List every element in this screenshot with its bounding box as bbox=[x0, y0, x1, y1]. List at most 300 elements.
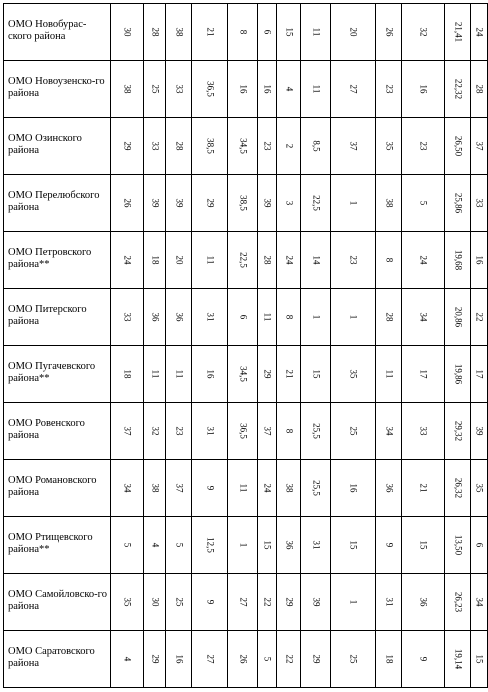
value-text: 20,86 bbox=[453, 306, 463, 328]
value-cell bbox=[376, 346, 402, 403]
value-text: 31 bbox=[311, 540, 321, 550]
value-text: 38 bbox=[384, 198, 394, 208]
value-cell bbox=[228, 631, 258, 688]
value-cell bbox=[445, 403, 471, 460]
value-cell bbox=[228, 61, 258, 118]
table-row bbox=[4, 346, 488, 403]
value-cell bbox=[144, 403, 166, 460]
value-text: 39 bbox=[474, 426, 485, 436]
value-text: 37 bbox=[174, 483, 184, 493]
value-text: 36 bbox=[174, 312, 184, 322]
value-text: 11 bbox=[384, 369, 394, 379]
value-cell bbox=[277, 232, 301, 289]
value-cell bbox=[402, 232, 445, 289]
value-text: 33 bbox=[150, 141, 160, 151]
value-cell bbox=[277, 574, 301, 631]
value-cell bbox=[402, 61, 445, 118]
value-text: 26,50 bbox=[453, 135, 463, 157]
district-name-cell: ОМО Романовского района bbox=[4, 460, 111, 517]
value-cell bbox=[192, 118, 228, 175]
value-cell bbox=[376, 460, 402, 517]
value-cell bbox=[111, 346, 144, 403]
value-cell bbox=[331, 346, 376, 403]
value-text: 29 bbox=[205, 198, 215, 208]
value-text: 35 bbox=[122, 597, 133, 607]
value-cell bbox=[402, 574, 445, 631]
value-cell bbox=[111, 574, 144, 631]
value-text: 20 bbox=[348, 27, 359, 37]
value-cell bbox=[192, 61, 228, 118]
value-cell bbox=[471, 403, 488, 460]
value-text: 34 bbox=[418, 312, 429, 322]
value-text: 36 bbox=[384, 483, 394, 493]
value-cell bbox=[192, 4, 228, 61]
value-cell bbox=[258, 118, 277, 175]
value-text: 26 bbox=[384, 27, 394, 37]
value-text: 16 bbox=[174, 654, 184, 664]
value-text: 4 bbox=[150, 542, 160, 548]
value-text: 22 bbox=[474, 312, 485, 322]
value-cell bbox=[258, 460, 277, 517]
value-text: 26 bbox=[238, 654, 248, 664]
value-text: 21 bbox=[284, 369, 294, 379]
value-text: 34 bbox=[474, 597, 485, 607]
value-cell bbox=[192, 460, 228, 517]
value-cell bbox=[111, 517, 144, 574]
value-cell bbox=[376, 4, 402, 61]
value-cell bbox=[331, 4, 376, 61]
value-text: 23 bbox=[384, 84, 394, 94]
value-text: 16 bbox=[474, 255, 485, 265]
value-cell bbox=[166, 4, 192, 61]
value-text: 26,23 bbox=[453, 591, 463, 613]
ranking-table bbox=[3, 3, 488, 688]
value-cell bbox=[192, 574, 228, 631]
value-text: 4 bbox=[284, 86, 294, 92]
value-text: 17 bbox=[418, 369, 429, 379]
value-cell bbox=[277, 61, 301, 118]
value-text: 24 bbox=[418, 255, 429, 265]
value-cell bbox=[471, 4, 488, 61]
table-row bbox=[4, 460, 488, 517]
value-text: 34,5 bbox=[238, 366, 248, 382]
value-cell bbox=[192, 517, 228, 574]
value-cell bbox=[331, 403, 376, 460]
value-text: 25 bbox=[348, 654, 359, 664]
value-cell bbox=[301, 346, 331, 403]
value-text: 32 bbox=[418, 27, 429, 37]
value-text: 8,5 bbox=[311, 140, 321, 152]
value-text: 4 bbox=[122, 656, 133, 662]
table-row bbox=[4, 631, 488, 688]
value-text: 22,32 bbox=[453, 78, 463, 100]
value-cell bbox=[277, 403, 301, 460]
value-cell bbox=[445, 460, 471, 517]
value-cell bbox=[471, 346, 488, 403]
value-text: 30 bbox=[122, 27, 133, 37]
value-cell bbox=[277, 175, 301, 232]
value-text: 37 bbox=[122, 426, 133, 436]
value-cell bbox=[166, 175, 192, 232]
value-cell bbox=[166, 346, 192, 403]
value-cell bbox=[402, 631, 445, 688]
value-cell bbox=[301, 61, 331, 118]
value-text: 33 bbox=[418, 426, 429, 436]
district-name-cell: ОМО Перелюбского района bbox=[4, 175, 111, 232]
value-text: 21 bbox=[418, 483, 429, 493]
value-text: 5 bbox=[174, 542, 184, 548]
value-text: 29 bbox=[311, 654, 321, 664]
value-text: 15 bbox=[262, 540, 273, 550]
value-text: 15 bbox=[474, 654, 485, 664]
value-text: 36 bbox=[418, 597, 429, 607]
value-cell bbox=[471, 289, 488, 346]
value-cell bbox=[258, 346, 277, 403]
value-cell bbox=[445, 574, 471, 631]
value-cell bbox=[402, 118, 445, 175]
value-cell bbox=[402, 4, 445, 61]
value-cell bbox=[111, 118, 144, 175]
value-cell bbox=[445, 631, 471, 688]
value-cell bbox=[166, 631, 192, 688]
value-cell bbox=[445, 289, 471, 346]
value-cell bbox=[471, 460, 488, 517]
district-name-cell: ОМО Питерского района bbox=[4, 289, 111, 346]
value-text: 9 bbox=[418, 656, 429, 662]
value-text: 11 bbox=[174, 369, 184, 379]
value-cell bbox=[111, 232, 144, 289]
value-cell bbox=[301, 175, 331, 232]
value-cell bbox=[144, 574, 166, 631]
value-text: 24 bbox=[122, 255, 133, 265]
value-text: 5 bbox=[262, 656, 273, 662]
value-cell bbox=[166, 403, 192, 460]
value-cell bbox=[228, 118, 258, 175]
value-cell bbox=[228, 4, 258, 61]
value-cell bbox=[402, 460, 445, 517]
value-text: 22 bbox=[284, 654, 294, 664]
value-cell bbox=[258, 574, 277, 631]
value-cell bbox=[331, 232, 376, 289]
value-cell bbox=[144, 517, 166, 574]
value-text: 15 bbox=[418, 540, 429, 550]
value-cell bbox=[402, 346, 445, 403]
value-cell bbox=[331, 574, 376, 631]
value-text: 39 bbox=[174, 198, 184, 208]
value-text: 19,68 bbox=[453, 249, 463, 271]
value-cell bbox=[277, 289, 301, 346]
value-cell bbox=[144, 631, 166, 688]
value-text: 19,86 bbox=[453, 363, 463, 385]
value-text: 24 bbox=[284, 255, 294, 265]
value-cell bbox=[166, 118, 192, 175]
value-text: 25 bbox=[174, 597, 184, 607]
value-text: 39 bbox=[262, 198, 273, 208]
value-cell bbox=[301, 631, 331, 688]
value-cell bbox=[192, 403, 228, 460]
value-text: 29 bbox=[284, 597, 294, 607]
value-cell bbox=[228, 232, 258, 289]
value-text: 9 bbox=[205, 485, 215, 491]
value-cell bbox=[228, 574, 258, 631]
value-cell bbox=[166, 61, 192, 118]
value-text: 15 bbox=[311, 369, 321, 379]
district-name-cell: ОМО Новоузенско-го района bbox=[4, 61, 111, 118]
value-text: 31 bbox=[384, 597, 394, 607]
value-cell bbox=[258, 289, 277, 346]
value-cell bbox=[228, 460, 258, 517]
value-cell bbox=[144, 460, 166, 517]
value-cell bbox=[301, 118, 331, 175]
value-text: 19,14 bbox=[453, 648, 463, 670]
value-text: 39 bbox=[150, 198, 160, 208]
value-cell bbox=[402, 403, 445, 460]
value-text: 23 bbox=[262, 141, 273, 151]
value-cell bbox=[402, 517, 445, 574]
value-cell bbox=[258, 517, 277, 574]
value-cell bbox=[376, 403, 402, 460]
value-text: 35 bbox=[474, 483, 485, 493]
value-text: 25,5 bbox=[311, 480, 321, 496]
value-text: 36 bbox=[150, 312, 160, 322]
value-text: 16 bbox=[262, 84, 273, 94]
district-name-cell: ОМО Пугачевского района** bbox=[4, 346, 111, 403]
value-cell bbox=[471, 118, 488, 175]
value-cell bbox=[471, 175, 488, 232]
value-cell bbox=[228, 346, 258, 403]
value-text: 6 bbox=[238, 314, 248, 320]
value-text: 29,32 bbox=[453, 420, 463, 442]
table-row bbox=[4, 175, 488, 232]
district-name-cell: ОМО Новобурас-ского района bbox=[4, 4, 111, 61]
value-text: 16 bbox=[238, 84, 248, 94]
value-text: 2 bbox=[284, 143, 294, 149]
value-text: 29 bbox=[262, 369, 273, 379]
table-row bbox=[4, 289, 488, 346]
value-cell bbox=[445, 346, 471, 403]
value-cell bbox=[331, 460, 376, 517]
value-cell bbox=[166, 460, 192, 517]
value-text: 1 bbox=[311, 314, 321, 320]
value-cell bbox=[376, 289, 402, 346]
value-cell bbox=[331, 517, 376, 574]
value-text: 15 bbox=[284, 27, 294, 37]
value-text: 22 bbox=[262, 597, 273, 607]
value-cell bbox=[144, 346, 166, 403]
value-text: 28 bbox=[262, 255, 273, 265]
value-text: 35 bbox=[348, 369, 359, 379]
table-row bbox=[4, 4, 488, 61]
value-cell bbox=[258, 175, 277, 232]
table-row bbox=[4, 118, 488, 175]
value-cell bbox=[445, 232, 471, 289]
value-cell bbox=[228, 517, 258, 574]
value-cell bbox=[258, 232, 277, 289]
value-text: 8 bbox=[284, 428, 294, 434]
value-cell bbox=[166, 517, 192, 574]
value-text: 12,5 bbox=[205, 537, 215, 553]
value-text: 17 bbox=[474, 369, 485, 379]
value-cell bbox=[445, 118, 471, 175]
value-cell bbox=[258, 4, 277, 61]
value-text: 21,41 bbox=[453, 21, 463, 43]
value-cell bbox=[376, 517, 402, 574]
value-text: 1 bbox=[348, 314, 359, 320]
value-cell bbox=[376, 232, 402, 289]
district-name-cell: ОМО Ртищевского района** bbox=[4, 517, 111, 574]
value-cell bbox=[331, 61, 376, 118]
value-text: 28 bbox=[474, 84, 485, 94]
value-cell bbox=[258, 61, 277, 118]
value-text: 33 bbox=[122, 312, 133, 322]
value-text: 13,50 bbox=[453, 534, 463, 556]
table-body bbox=[4, 4, 488, 688]
value-text: 1 bbox=[348, 200, 359, 206]
value-text: 25,86 bbox=[453, 192, 463, 214]
value-text: 34,5 bbox=[238, 138, 248, 154]
value-cell bbox=[402, 175, 445, 232]
value-text: 25 bbox=[150, 84, 160, 94]
value-text: 26 bbox=[122, 198, 133, 208]
value-text: 23 bbox=[174, 426, 184, 436]
value-text: 37 bbox=[348, 141, 359, 151]
value-cell bbox=[192, 175, 228, 232]
value-cell bbox=[111, 61, 144, 118]
value-cell bbox=[277, 517, 301, 574]
value-text: 32 bbox=[150, 426, 160, 436]
value-cell bbox=[301, 517, 331, 574]
value-text: 11 bbox=[238, 483, 248, 493]
table-row bbox=[4, 403, 488, 460]
value-text: 36,5 bbox=[238, 423, 248, 439]
value-text: 8 bbox=[284, 314, 294, 320]
value-cell bbox=[192, 346, 228, 403]
value-cell bbox=[277, 631, 301, 688]
value-text: 29 bbox=[150, 654, 160, 664]
value-text: 38 bbox=[284, 483, 294, 493]
value-cell bbox=[376, 61, 402, 118]
value-cell bbox=[111, 289, 144, 346]
value-text: 16 bbox=[205, 369, 215, 379]
value-text: 8 bbox=[384, 257, 394, 263]
value-text: 9 bbox=[205, 599, 215, 605]
district-name-cell: ОМО Саратовского района bbox=[4, 631, 111, 688]
value-text: 11 bbox=[311, 84, 321, 94]
value-cell bbox=[144, 61, 166, 118]
value-text: 23 bbox=[348, 255, 359, 265]
value-text: 6 bbox=[474, 542, 485, 548]
value-text: 30 bbox=[150, 597, 160, 607]
value-text: 34 bbox=[384, 426, 394, 436]
value-text: 22,5 bbox=[238, 252, 248, 268]
value-cell bbox=[144, 118, 166, 175]
table-row bbox=[4, 574, 488, 631]
value-text: 31 bbox=[205, 426, 215, 436]
value-cell bbox=[445, 517, 471, 574]
value-text: 18 bbox=[122, 369, 133, 379]
value-text: 25,5 bbox=[311, 423, 321, 439]
value-text: 14 bbox=[311, 255, 321, 265]
value-text: 1 bbox=[348, 599, 359, 605]
value-cell bbox=[166, 289, 192, 346]
district-name-cell: ОМО Ровенского района bbox=[4, 403, 111, 460]
value-text: 24 bbox=[262, 483, 273, 493]
value-cell bbox=[144, 232, 166, 289]
value-text: 34 bbox=[122, 483, 133, 493]
value-cell bbox=[192, 289, 228, 346]
value-text: 38,5 bbox=[238, 195, 248, 211]
value-text: 37 bbox=[474, 141, 485, 151]
value-cell bbox=[166, 574, 192, 631]
value-text: 25 bbox=[348, 426, 359, 436]
value-cell bbox=[301, 574, 331, 631]
value-cell bbox=[228, 403, 258, 460]
value-text: 31 bbox=[205, 312, 215, 322]
value-text: 24 bbox=[474, 27, 485, 37]
value-text: 5 bbox=[418, 200, 429, 206]
value-text: 35 bbox=[384, 141, 394, 151]
value-cell bbox=[111, 175, 144, 232]
value-text: 38 bbox=[122, 84, 133, 94]
value-text: 26,32 bbox=[453, 477, 463, 499]
value-text: 28 bbox=[174, 141, 184, 151]
value-cell bbox=[258, 403, 277, 460]
value-cell bbox=[228, 289, 258, 346]
value-cell bbox=[111, 460, 144, 517]
value-cell bbox=[471, 232, 488, 289]
value-text: 18 bbox=[150, 255, 160, 265]
value-text: 28 bbox=[150, 27, 160, 37]
value-cell bbox=[445, 175, 471, 232]
value-text: 36 bbox=[284, 540, 294, 550]
value-cell bbox=[376, 574, 402, 631]
value-cell bbox=[111, 631, 144, 688]
value-cell bbox=[376, 118, 402, 175]
value-cell bbox=[402, 289, 445, 346]
value-cell bbox=[331, 631, 376, 688]
value-cell bbox=[111, 4, 144, 61]
value-cell bbox=[192, 631, 228, 688]
value-cell bbox=[277, 118, 301, 175]
value-cell bbox=[445, 61, 471, 118]
value-text: 28 bbox=[384, 312, 394, 322]
value-cell bbox=[144, 175, 166, 232]
value-text: 5 bbox=[122, 542, 133, 548]
value-text: 21 bbox=[205, 27, 215, 37]
value-text: 18 bbox=[384, 654, 394, 664]
district-name-cell: ОМО Петровского района** bbox=[4, 232, 111, 289]
value-cell bbox=[144, 289, 166, 346]
value-text: 27 bbox=[238, 597, 248, 607]
value-cell bbox=[301, 232, 331, 289]
value-text: 33 bbox=[474, 198, 485, 208]
value-cell bbox=[471, 61, 488, 118]
value-cell bbox=[331, 289, 376, 346]
value-cell bbox=[258, 631, 277, 688]
value-text: 37 bbox=[262, 426, 273, 436]
value-cell bbox=[277, 460, 301, 517]
value-text: 20 bbox=[174, 255, 184, 265]
value-cell bbox=[376, 631, 402, 688]
value-text: 33 bbox=[174, 84, 184, 94]
value-text: 36,5 bbox=[205, 81, 215, 97]
district-name-cell: ОМО Самойловско-го района bbox=[4, 574, 111, 631]
value-text: 38 bbox=[174, 27, 184, 37]
value-cell bbox=[166, 232, 192, 289]
table-row bbox=[4, 517, 488, 574]
value-text: 15 bbox=[348, 540, 359, 550]
value-cell bbox=[331, 175, 376, 232]
